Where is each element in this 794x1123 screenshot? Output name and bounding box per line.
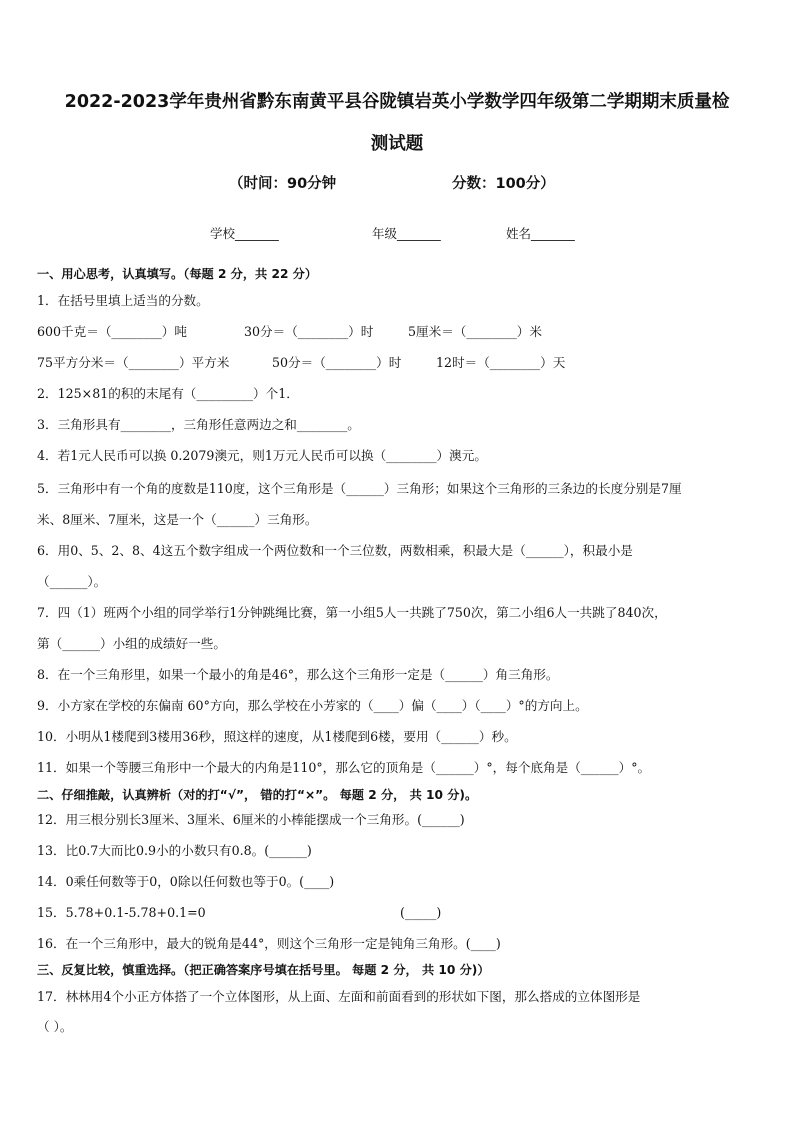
question-17-line-1: 17．林林用4个小正方体搭了一个立体图形，从上面、左面和前面看到的形状如下图，那么搭成的立体图形是 — [37, 989, 641, 1004]
question-17-line-2: （ ）。 — [37, 1019, 73, 1034]
grade-field: 年级_______ — [372, 226, 441, 241]
question-1b: 30分＝（________）时 — [244, 324, 374, 339]
section-2-heading: 二、仔细推敲，认真辨析（对的打“√”， 错的打“×”。 每题 2 分， 共 10 分)。 — [37, 788, 478, 802]
question-16: 16．在一个三角形中，最大的锐角是44°，则这个三角形一定是钝角三角形。(____) — [37, 936, 501, 951]
question-7-line-1: 7．四（1）班两个小组的同学举行1分钟跳绳比赛，第一小组5人一共跳了750次，第二小组6人一共跳了840次， — [37, 605, 667, 620]
question-1f: 12时＝（________）天 — [436, 355, 566, 370]
question-6-line-2: （______）。 — [37, 574, 107, 589]
question-10: 10．小明从1楼爬到3楼用36秒，照这样的速度，从1楼爬到6楼，要用（______）秒。 — [37, 729, 517, 744]
question-1d: 75平方分米＝（________）平方米 — [37, 355, 230, 370]
question-14: 14．0乘任何数等于0，0除以任何数也等于0。(____) — [37, 874, 335, 889]
question-15-answer: (_____) — [400, 905, 442, 920]
exam-subtitle — [0, 172, 794, 192]
question-3: 3．三角形具有________，三角形任意两边之和________。 — [37, 417, 360, 432]
exam-score: 分数：100分） — [452, 176, 555, 192]
question-7-line-2: 第（______）小组的成绩好一些。 — [37, 636, 226, 651]
question-1: 1．在括号里填上适当的分数。 — [37, 293, 209, 308]
question-8: 8．在一个三角形里，如果一个最小的角是46°，那么这个三角形一定是（______）角三角形。 — [37, 667, 559, 682]
question-12: 12．用三根分别长3厘米、3厘米、6厘米的小棒能摆成一个三角形。(______) — [37, 812, 465, 827]
student-info-row — [0, 224, 794, 244]
question-9: 9．小方家在学校的东偏南 60°方向，那么学校在小芳家的（____）偏（____）（____）°的方向上。 — [37, 698, 588, 713]
section-1-heading: 一、用心思考，认真填写。（每题 2 分，共 22 分） — [37, 267, 318, 281]
question-5-line-1: 5．三角形中有一个角的度数是110度，这个三角形是（______）三角形；如果这个三角形的三条边的长度分别是7厘 — [37, 481, 682, 496]
exam-title-line-2: 测试题 — [370, 134, 424, 154]
school-field: 学校_______ — [210, 226, 279, 241]
question-1a: 600千克＝（________）吨 — [37, 324, 187, 339]
question-11: 11．如果一个等腰三角形中一个最大的内角是110°，那么它的顶角是（______）°，每个底角是（______）°。 — [37, 760, 651, 775]
question-15-expression: 15．5.78+0.1-5.78+0.1=0 — [37, 905, 206, 920]
question-5-line-2: 米、8厘米、7厘米，这是一个（______）三角形。 — [37, 512, 318, 527]
question-1e: 50分＝（________）时 — [272, 355, 402, 370]
name-field: 姓名_______ — [506, 226, 575, 241]
question-13: 13．比0.7大而比0.9小的小数只有0.8。(______) — [37, 843, 312, 858]
question-4: 4．若1元人民币可以换 0.2079澳元，则1万元人民币可以换（________）澳元。 — [37, 448, 487, 463]
exam-title-line-1: 2022-2023学年贵州省黔东南黄平县谷陇镇岩英小学数学四年级第二学期期末质量检 — [64, 92, 730, 112]
question-1c: 5厘米＝（________）米 — [408, 324, 542, 339]
question-6-line-1: 6．用0、5、2、8、4这五个数字组成一个两位数和一个三位数，两数相乘，积最大是（______），积最小是 — [37, 543, 633, 558]
section-3-heading: 三、反复比较，慎重选择。（把正确答案序号填在括号里。 每题 2 分， 共 10 分)） — [37, 963, 490, 977]
exam-time: （时间：90分钟 — [229, 176, 337, 192]
question-2: 2．125×81的积的末尾有（_________）个1． — [37, 386, 299, 401]
